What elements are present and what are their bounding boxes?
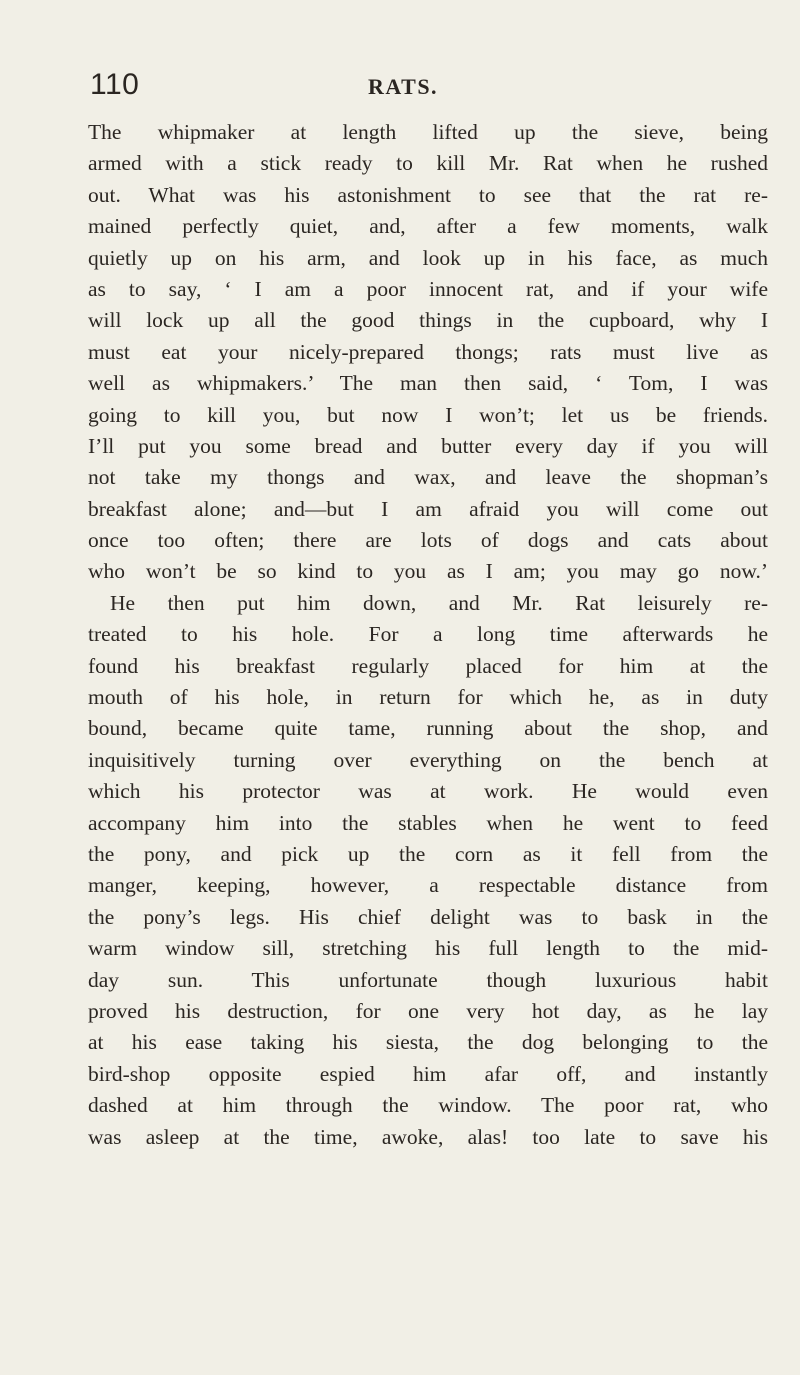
running-head: [90, 68, 770, 108]
text-line: found his breakfast regularly placed for him at the: [88, 653, 768, 678]
text-line: going to kill you, but now I won’t; let us be friends.: [88, 402, 768, 427]
text-line: armed with a stick ready to kill Mr. Rat when he rushed: [88, 151, 768, 176]
text-line: well as whipmakers.’ The man then said, ‘ Tom, I was: [88, 371, 768, 396]
page-number: 110: [90, 68, 140, 101]
text-line: The whipmaker at length lifted up the sieve, being: [88, 120, 768, 144]
text-line: must eat your nicely-prepared thongs; rats must live as: [88, 339, 768, 364]
text-line: warm window sill, stretching his full length to the mid-: [88, 936, 768, 961]
text-line: I’ll put you some bread and butter every day if you will: [88, 433, 768, 458]
text-line: manger, keeping, however, a respectable distance from: [88, 873, 768, 898]
text-line: was asleep at the time, awoke, alas! too late to save his: [88, 1124, 768, 1149]
text-line: will lock up all the good things in the cupboard, why I: [88, 308, 768, 333]
text-line: which his protector was at work. He would even: [88, 779, 768, 804]
text-line: not take my thongs and wax, and leave the shopman’s: [88, 465, 768, 490]
text-line: the pony, and pick up the corn as it fell from the: [88, 841, 768, 866]
text-line: quietly up on his arm, and look up in his face, as much: [88, 245, 768, 270]
text-line: inquisitively turning over everything on the bench at: [88, 747, 768, 772]
text-line: once too often; there are lots of dogs and cats about: [88, 528, 768, 553]
text-line: treated to his hole. For a long time afterwards he: [88, 622, 768, 647]
text-line: bound, became quite tame, running about the shop, and: [88, 716, 768, 741]
text-line: mained perfectly quiet, and, after a few moments, walk: [88, 214, 768, 239]
text-line: the pony’s legs. His chief delight was to bask in the: [88, 904, 768, 929]
text-line: bird-shop opposite espied him afar off, and instantly: [88, 1061, 768, 1086]
text-line: who won’t be so kind to you as I am; you may go now.’: [88, 559, 768, 584]
running-title: RATS.: [368, 74, 439, 99]
text-line: He then put him down, and Mr. Rat leisurely re-: [110, 590, 768, 615]
text-line: accompany him into the stables when he went to feed: [88, 810, 768, 835]
text-line: proved his destruction, for one very hot day, as he lay: [88, 998, 768, 1023]
text-line: out. What was his astonishment to see that the rat re-: [88, 182, 768, 207]
text-line: at his ease taking his siesta, the dog belonging to the: [88, 1030, 768, 1055]
text-line: breakfast alone; and—but I am afraid you will come out: [88, 496, 768, 521]
text-line: mouth of his hole, in return for which he, as in duty: [88, 685, 768, 710]
text-line: as to say, ‘ I am a poor innocent rat, and if your wife: [88, 276, 768, 301]
text-line: dashed at him through the window. The poor rat, who: [88, 1093, 768, 1118]
body-text: [88, 117, 768, 1153]
text-line: day sun. This unfortunate though luxurious habit: [88, 967, 768, 992]
